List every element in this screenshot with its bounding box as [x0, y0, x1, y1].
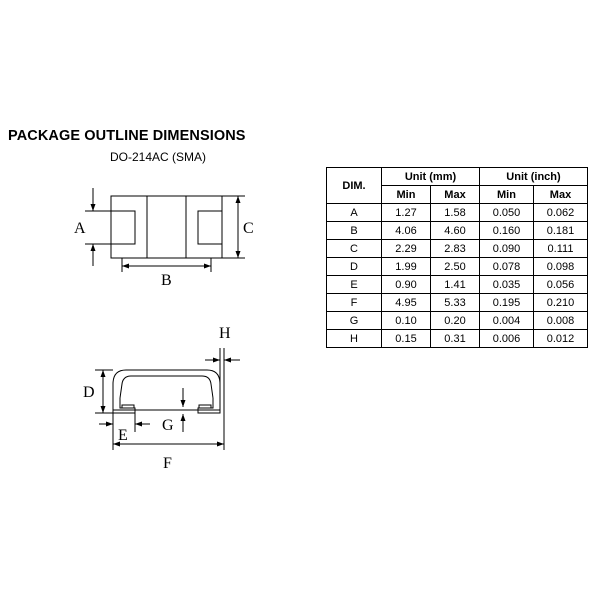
mm-max-cell: 0.31	[431, 330, 480, 348]
mm-max-cell: 1.58	[431, 204, 480, 222]
mm-max-cell: 5.33	[431, 294, 480, 312]
left-lead-pad	[122, 405, 134, 408]
mm-min-cell: 4.06	[382, 222, 431, 240]
dim-cell: D	[327, 258, 382, 276]
inch-min-cell: 0.035	[480, 276, 534, 294]
mm-max-header: Max	[431, 186, 480, 204]
mm-max-cell: 4.60	[431, 222, 480, 240]
dim-cell: H	[327, 330, 382, 348]
inch-min-cell: 0.195	[480, 294, 534, 312]
right-lead-pad	[199, 405, 211, 408]
dimensions-table	[326, 167, 588, 348]
dim-cell: G	[327, 312, 382, 330]
dim-f-label: F	[163, 455, 172, 472]
dim-header: DIM.	[327, 168, 382, 204]
inch-max-cell: 0.111	[534, 240, 588, 258]
mm-min-cell: 0.10	[382, 312, 431, 330]
inch-min-cell: 0.050	[480, 204, 534, 222]
mm-min-cell: 0.15	[382, 330, 431, 348]
dim-cell: E	[327, 276, 382, 294]
dim-cell: A	[327, 204, 382, 222]
mm-max-cell: 0.20	[431, 312, 480, 330]
inch-max-cell: 0.210	[534, 294, 588, 312]
inch-min-cell: 0.004	[480, 312, 534, 330]
inch-min-cell: 0.090	[480, 240, 534, 258]
mm-min-cell: 1.99	[382, 258, 431, 276]
mm-min-cell: 1.27	[382, 204, 431, 222]
dim-c-label: C	[243, 220, 254, 237]
inch-min-cell: 0.006	[480, 330, 534, 348]
dim-cell: C	[327, 240, 382, 258]
side-view-inner	[120, 376, 213, 398]
inch-max-header: Max	[534, 186, 588, 204]
left-terminal	[111, 211, 135, 244]
inch-max-cell: 0.098	[534, 258, 588, 276]
unit-mm-header: Unit (mm)	[382, 168, 480, 186]
dim-g-label: G	[162, 417, 174, 434]
mm-min-cell: 2.29	[382, 240, 431, 258]
dim-d-label: D	[83, 384, 95, 401]
mm-max-cell: 2.50	[431, 258, 480, 276]
table-row	[327, 204, 588, 222]
right-terminal	[198, 211, 222, 244]
inch-max-cell: 0.056	[534, 276, 588, 294]
table-row	[327, 330, 588, 348]
inch-min-header: Min	[480, 186, 534, 204]
dim-cell: B	[327, 222, 382, 240]
mm-max-cell: 1.41	[431, 276, 480, 294]
table-row	[327, 258, 588, 276]
dim-cell: F	[327, 294, 382, 312]
dim-b-label: B	[161, 272, 172, 289]
inch-max-cell: 0.181	[534, 222, 588, 240]
inch-min-cell: 0.160	[480, 222, 534, 240]
mm-min-cell: 4.95	[382, 294, 431, 312]
table-row	[327, 276, 588, 294]
table-row	[327, 312, 588, 330]
table-row	[327, 240, 588, 258]
dim-h-label: H	[219, 325, 231, 342]
package-name: DO-214AC (SMA)	[110, 150, 207, 164]
table-row	[327, 222, 588, 240]
dim-e-label: E	[118, 427, 128, 444]
page-title: PACKAGE OUTLINE DIMENSIONS	[8, 128, 246, 144]
mm-max-cell: 2.83	[431, 240, 480, 258]
side-view	[95, 348, 240, 450]
table-row	[327, 294, 588, 312]
inch-max-cell: 0.062	[534, 204, 588, 222]
mm-min-cell: 0.90	[382, 276, 431, 294]
inch-min-cell: 0.078	[480, 258, 534, 276]
mm-min-header: Min	[382, 186, 431, 204]
inch-max-cell: 0.008	[534, 312, 588, 330]
unit-inch-header: Unit (inch)	[480, 168, 588, 186]
top-view	[85, 188, 245, 272]
dim-a-label: A	[74, 220, 86, 237]
inch-max-cell: 0.012	[534, 330, 588, 348]
top-view-body	[111, 196, 222, 258]
